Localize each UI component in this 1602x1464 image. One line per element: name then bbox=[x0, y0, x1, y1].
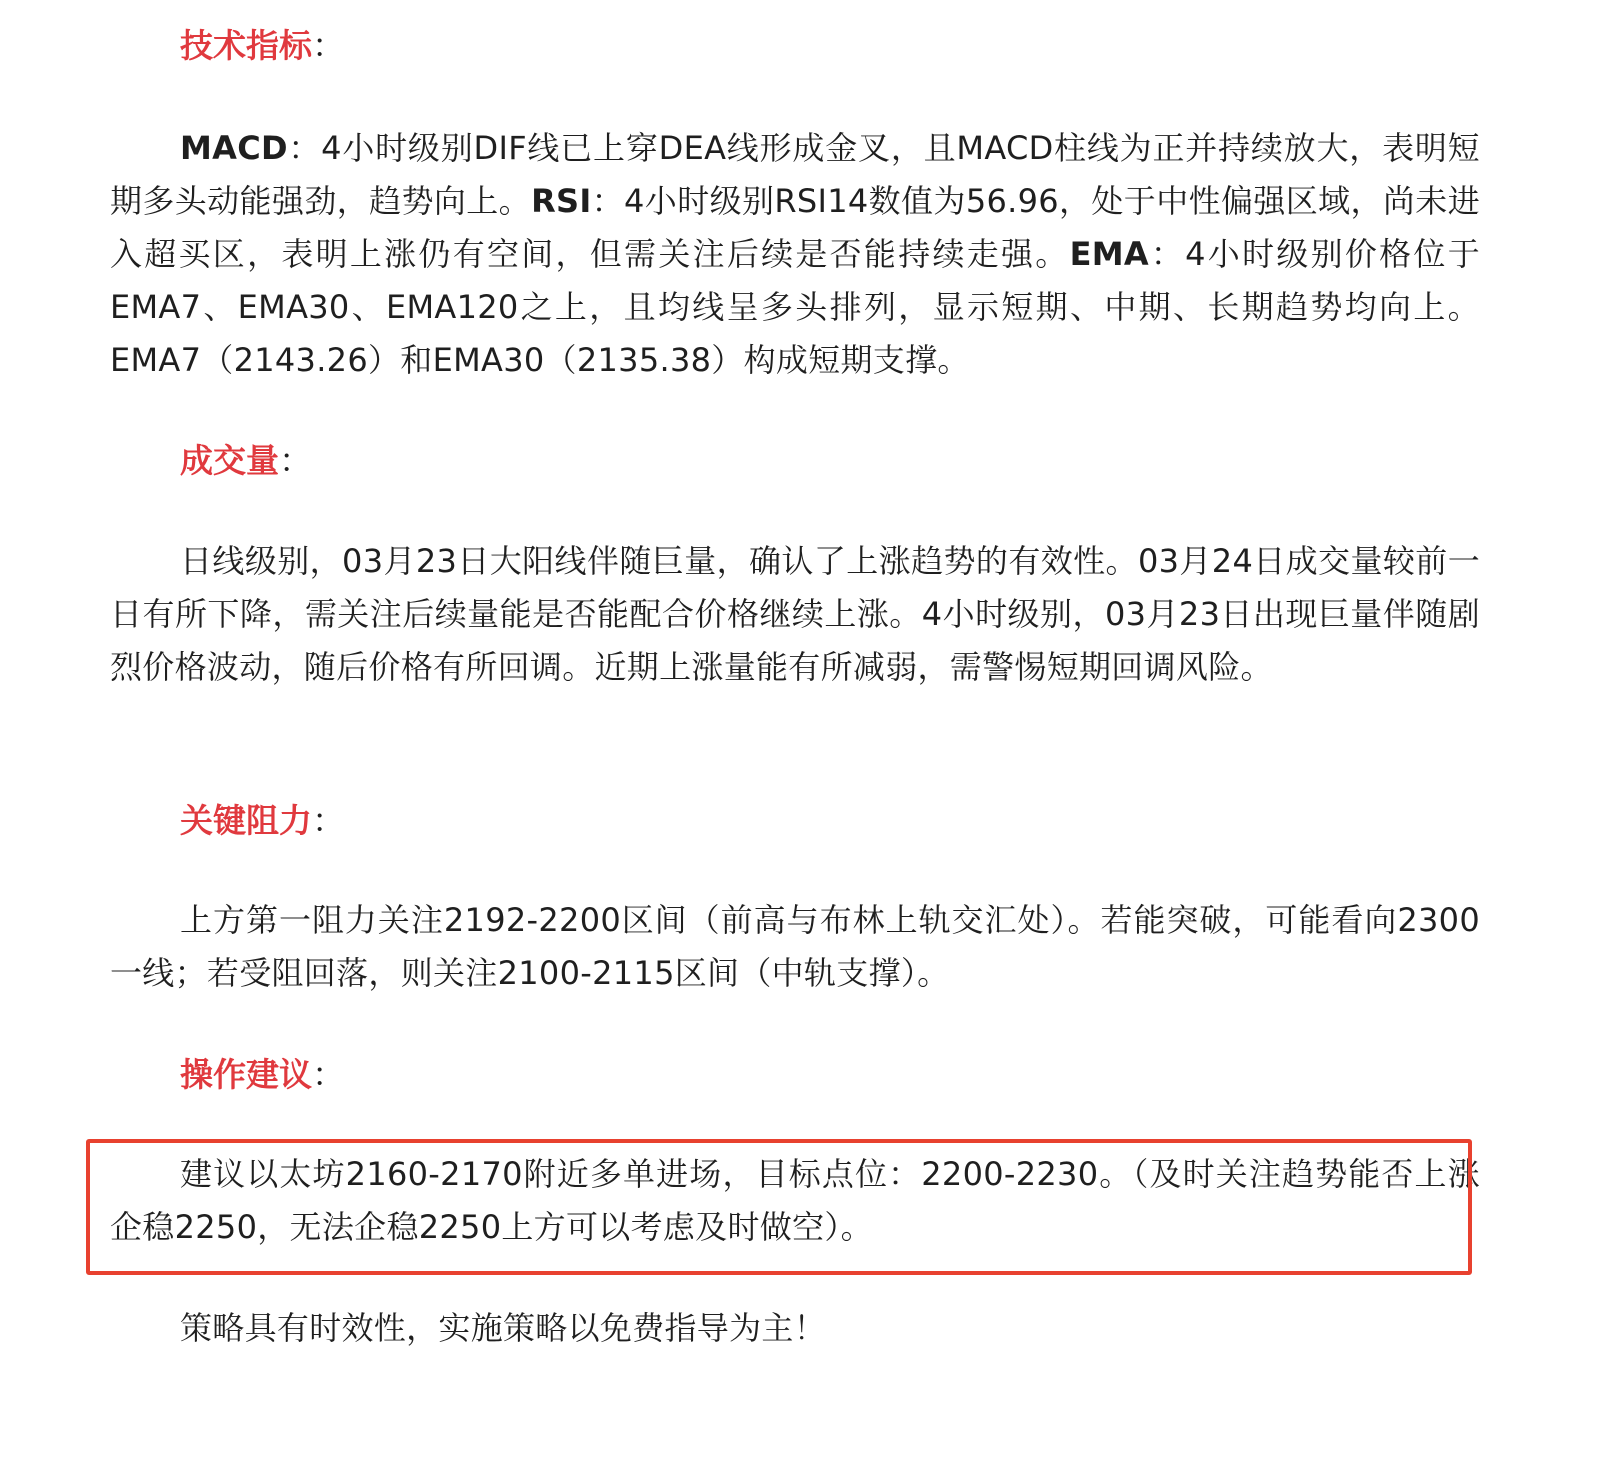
section-heading-advice bbox=[180, 1055, 345, 1095]
section-heading-tech bbox=[180, 26, 345, 66]
disclaimer-paragraph: 策略具有时效性，实施策略以免费指导为主！ bbox=[180, 1309, 827, 1347]
macd-text: ：4小时级别DIF线已上穿DEA线形成金叉，且MACD柱线为正并持续放大，表明短期多头动能强劲，趋势向上。 bbox=[110, 129, 1480, 220]
rsi-text: ：4小时级别RSI14数值为56.96，处于中性偏强区域，尚未进入超买区，表明上涨仍有空间，但需关注后续是否能持续走强。 bbox=[110, 182, 1480, 273]
section-title-resistance: 关键阻力 bbox=[180, 801, 312, 840]
section-title-tech: 技术指标 bbox=[180, 26, 312, 65]
volume-paragraph: 日线级别，03月23日大阳线伴随巨量，确认了上涨趋势的有效性。03月24日成交量较前一日有所下降，需关注后续量能是否能配合价格继续上涨。4小时级别，03月23日出现巨量伴随剧烈价格波动，随后价格有所回调。近期上涨量能有所减弱，需警惕短期回调风险。 bbox=[110, 542, 1480, 686]
section-heading-resistance bbox=[180, 801, 345, 841]
heading-colon: ： bbox=[312, 1055, 345, 1094]
advice-paragraph: 建议以太坊2160-2170附近多单进场，目标点位：2200-2230。（及时关注趋势能否上涨企稳2250，无法企稳2250上方可以考虑及时做空）。 bbox=[110, 1155, 1480, 1246]
section-heading-volume bbox=[180, 441, 312, 481]
advice-highlight-frame bbox=[86, 1139, 1472, 1275]
heading-colon: ： bbox=[312, 26, 345, 65]
ema-text: ：4小时级别价格位于EMA7、EMA30、EMA120之上，且均线呈多头排列，显示短期、中期、长期趋势均向上。EMA7（2143.26）和EMA30（2135.38）构成短期支撑。 bbox=[110, 235, 1480, 379]
tech-indicators-paragraph bbox=[110, 122, 1480, 387]
macd-label: MACD bbox=[180, 129, 288, 167]
rsi-label: RSI bbox=[531, 182, 592, 220]
section-title-advice: 操作建议 bbox=[180, 1055, 312, 1094]
section-title-volume: 成交量 bbox=[180, 441, 279, 480]
heading-colon: ： bbox=[279, 441, 312, 480]
resistance-paragraph: 上方第一阻力关注2192-2200区间（前高与布林上轨交汇处）。若能突破，可能看向2300一线；若受阻回落，则关注2100-2115区间（中轨支撑）。 bbox=[110, 901, 1480, 992]
ema-label: EMA bbox=[1069, 235, 1149, 273]
heading-colon: ： bbox=[312, 801, 345, 840]
